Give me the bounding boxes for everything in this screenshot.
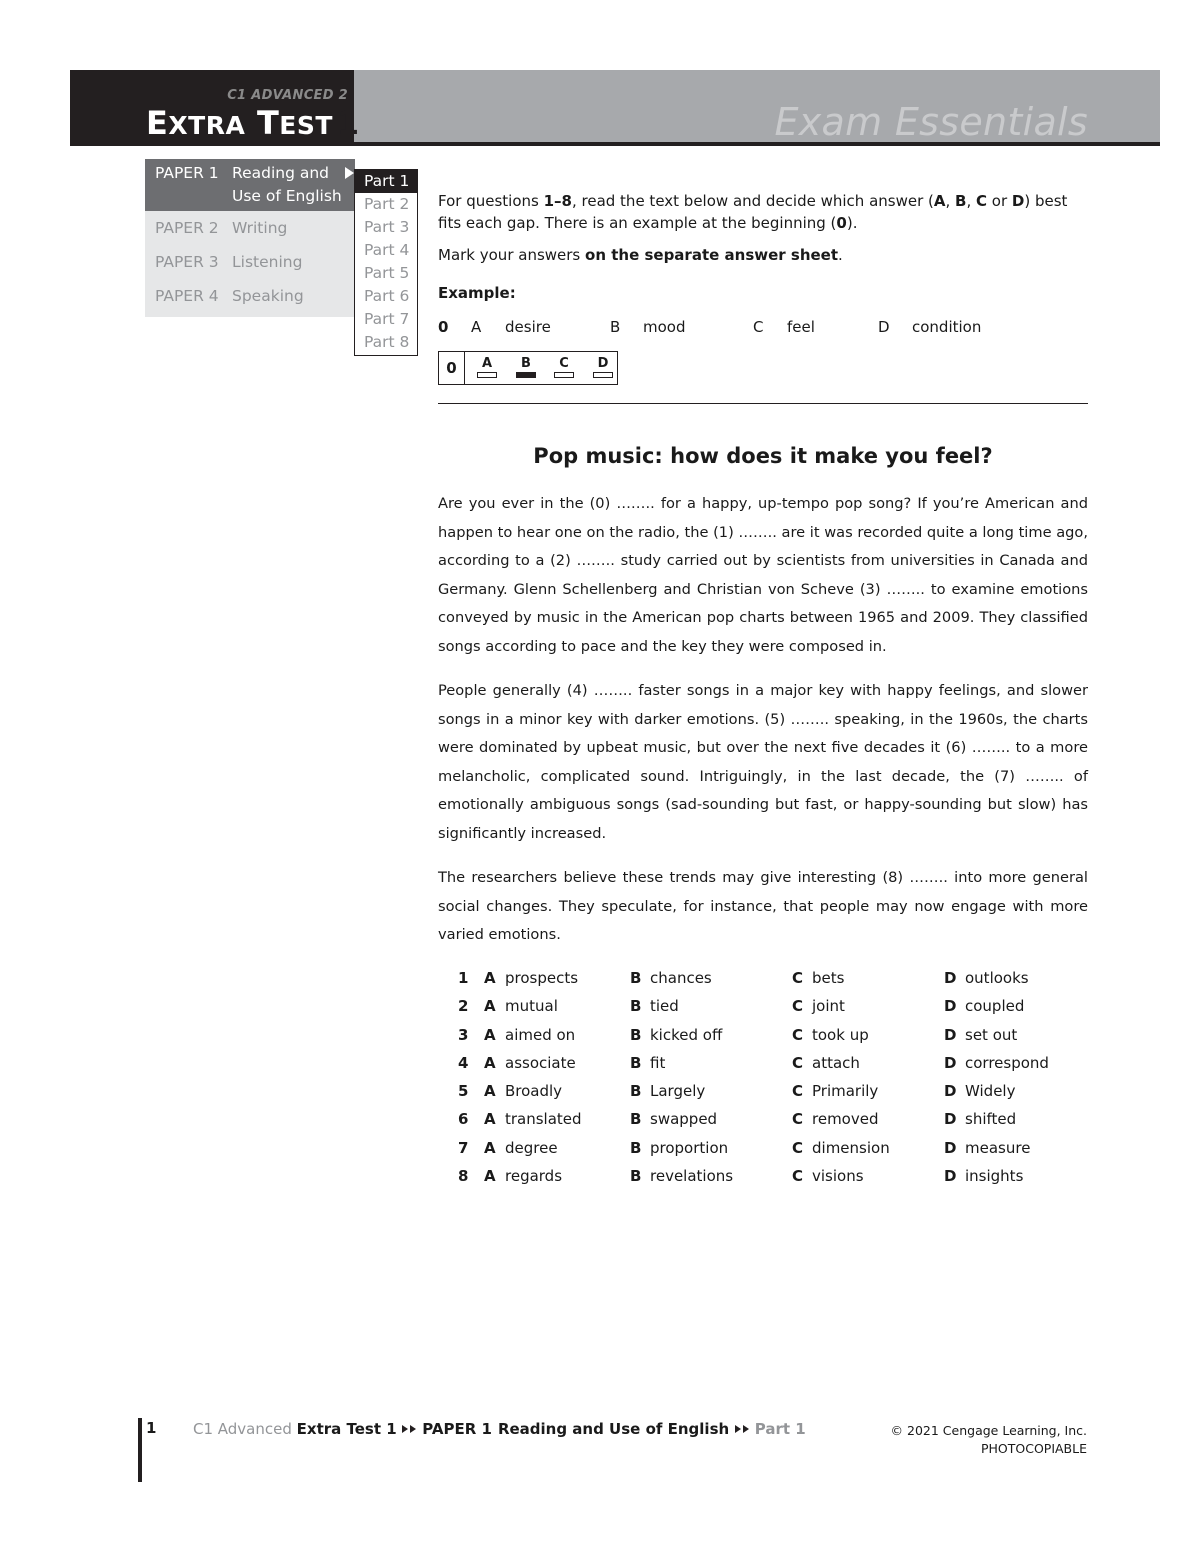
answer-bubble: [477, 372, 497, 378]
part-item-7[interactable]: Part 7: [364, 310, 410, 328]
question-number: 2: [458, 997, 469, 1016]
option-d: Widely: [965, 1082, 1016, 1101]
option-a: prospects: [505, 969, 579, 987]
triangle-right-icon: [410, 1425, 416, 1433]
part-item-6[interactable]: Part 6: [364, 287, 410, 305]
question-row: [438, 1077, 1088, 1105]
option-a: regards: [505, 1167, 563, 1186]
instructions: For questions 1–8, read the text below and decide which answer (A, B, C or D) best fits each gap. There is an example at the beginning (0).: [438, 192, 1068, 232]
option-d: outlooks: [965, 969, 1029, 987]
answer-sheet-number: 0: [439, 352, 465, 384]
breadcrumb-test: Extra Test 1: [296, 1420, 397, 1438]
option-letter-b: B: [630, 969, 642, 987]
part-item-2[interactable]: Part 2: [364, 195, 410, 213]
option-c: took up: [812, 1025, 869, 1044]
option-c: dimension: [812, 1138, 890, 1157]
option-letter-a: A: [484, 1082, 496, 1101]
option-letter-b: B: [630, 1110, 642, 1129]
question-row: [438, 1105, 1088, 1133]
option-c: Primarily: [812, 1082, 879, 1101]
triangle-right-icon: [402, 1425, 408, 1433]
title-initial-t: T: [256, 104, 280, 142]
copyright-line: © 2021 Cengage Learning, Inc.: [890, 1423, 1087, 1438]
option-letter-d: D: [944, 1053, 957, 1072]
menu-paper-label: PAPER 4: [155, 287, 219, 305]
option-a: associate: [505, 1053, 576, 1072]
answer-option-a: A: [476, 356, 498, 378]
breadcrumb: [193, 1420, 806, 1438]
option-letter-a: A: [484, 1053, 496, 1072]
example-letter-a: A: [471, 318, 482, 336]
example-number: 0: [438, 318, 449, 336]
option-c: bets: [812, 969, 845, 987]
menu-paper-label: PAPER 3: [155, 253, 219, 271]
menu-paper-name: Reading and Use of English: [232, 164, 342, 205]
answer-bubble-selected: [516, 372, 536, 378]
title-number: 1: [336, 104, 360, 142]
option-letter-c: C: [792, 1053, 804, 1072]
option-letter-b: B: [630, 1082, 642, 1101]
option-c: removed: [812, 1110, 879, 1129]
menu-paper-label: PAPER 2: [155, 219, 219, 237]
parts-menu: [354, 169, 418, 356]
option-c: joint: [812, 997, 845, 1016]
option-letter-c: C: [792, 1025, 804, 1044]
option-letter-d: D: [944, 1138, 957, 1157]
answer-option-d: D: [592, 356, 614, 378]
option-letter-a: A: [484, 1138, 496, 1157]
option-letter-b: B: [630, 997, 642, 1016]
option-b: kicked off: [650, 1025, 723, 1044]
option-letter-a: A: [484, 969, 496, 987]
part-item-1[interactable]: Part 1: [355, 170, 417, 193]
paper-menu: [145, 159, 355, 317]
option-c: visions: [812, 1167, 864, 1186]
example-row: [438, 316, 1088, 338]
menu-paper-name: Writing: [232, 219, 288, 237]
example-label: Example:: [438, 284, 516, 302]
option-a: degree: [505, 1138, 558, 1157]
main-content: [438, 190, 1088, 950]
question-number: 7: [458, 1138, 469, 1157]
option-letter-b: B: [630, 1053, 642, 1072]
option-b: tied: [650, 997, 679, 1016]
option-d: set out: [965, 1025, 1018, 1044]
title-word-extra: XTRA: [168, 111, 246, 140]
part-item-4[interactable]: Part 4: [364, 241, 410, 259]
breadcrumb-part: Part 1: [754, 1420, 806, 1438]
answer-option-c: C: [553, 356, 575, 378]
option-letter-d: D: [944, 1082, 957, 1101]
option-letter-a: A: [484, 997, 496, 1016]
article-paragraph-3: The researchers believe these trends may give interesting (8) …….. into more general social changes. They speculate, for instance, that people may now engage with more varied emotions.: [438, 869, 1088, 943]
example-word-b: mood: [643, 318, 686, 336]
option-d: insights: [965, 1167, 1024, 1186]
breadcrumb-series: C1 Advanced: [193, 1420, 292, 1438]
copyright: [891, 1422, 1087, 1458]
menu-item-paper-1[interactable]: [145, 159, 355, 211]
article-title: Pop music: how does it make you feel?: [533, 444, 993, 468]
option-letter-a: A: [484, 1167, 496, 1186]
option-letter-b: B: [630, 1025, 642, 1044]
answer-bubble: [593, 372, 613, 378]
option-letter-b: B: [630, 1138, 642, 1157]
menu-item-paper-3[interactable]: [145, 251, 355, 281]
option-letter-c: C: [792, 1138, 804, 1157]
brand-label: Exam Essentials: [774, 100, 1088, 144]
option-a: mutual: [505, 997, 558, 1016]
question-number: 5: [458, 1082, 469, 1101]
article-paragraph-1: Are you ever in the (0) …….. for a happy, up-tempo pop song? If you’re American and happen to hear one on the radio, the (1) …….. are it was recorded quite a long time ago, according to a (2) …….. study carried out by scientists from universities in Canada and Germany. Glenn Schellenberg and Christian von Scheve (3) …….. to examine emotions conveyed by music in the American pop charts between 1965 and 2009. They classified songs according to pace and the key they were composed in.: [438, 495, 1088, 655]
option-b: proportion: [650, 1138, 729, 1157]
example-answer-sheet: [438, 351, 618, 385]
option-b: swapped: [650, 1110, 718, 1129]
part-item-3[interactable]: Part 3: [364, 218, 410, 236]
option-b: fit: [650, 1053, 666, 1072]
question-row: [438, 1021, 1088, 1049]
option-d: measure: [965, 1138, 1031, 1157]
title-word-test: EST: [279, 111, 333, 140]
option-letter-a: A: [484, 1110, 496, 1129]
example-word-a: desire: [505, 318, 551, 336]
arrow-right-icon: [345, 167, 354, 179]
option-letter-d: D: [944, 969, 957, 987]
triangle-right-icon: [743, 1425, 749, 1433]
question-row: [438, 1049, 1088, 1077]
option-a: translated: [505, 1110, 582, 1129]
option-letter-d: D: [944, 997, 957, 1016]
breadcrumb-paper: PAPER 1: [422, 1420, 492, 1438]
question-number: 6: [458, 1110, 469, 1129]
menu-paper-name: Speaking: [232, 287, 304, 305]
photocopiable-line: PHOTOCOPIABLE: [980, 1441, 1087, 1456]
menu-item-paper-2[interactable]: [145, 217, 355, 247]
answer-option-b: B: [515, 356, 537, 378]
menu-paper-name: Listening: [232, 253, 303, 271]
example-word-c: feel: [787, 318, 815, 336]
option-letter-c: C: [792, 1082, 804, 1101]
page-number: 1: [146, 1419, 157, 1437]
example-letter-c: C: [753, 318, 764, 336]
option-d: correspond: [965, 1053, 1049, 1072]
answer-options-table: [438, 964, 1088, 1190]
menu-item-paper-4[interactable]: [145, 285, 355, 315]
option-d: shifted: [965, 1110, 1017, 1129]
option-d: coupled: [965, 997, 1025, 1016]
part-item-5[interactable]: Part 5: [364, 264, 410, 282]
option-a: Broadly: [505, 1082, 563, 1101]
option-letter-d: D: [944, 1110, 957, 1129]
triangle-right-icon: [735, 1425, 741, 1433]
breadcrumb-paper-name: Reading and Use of English: [497, 1420, 730, 1438]
question-number: 8: [458, 1167, 469, 1186]
option-b: Largely: [650, 1082, 706, 1101]
option-letter-d: D: [944, 1167, 957, 1186]
page-title: [146, 104, 360, 142]
question-row: [438, 964, 1088, 992]
example-word-d: condition: [912, 318, 982, 336]
question-number: 4: [458, 1053, 469, 1072]
option-letter-c: C: [792, 969, 804, 987]
title-initial-e: E: [146, 104, 169, 142]
example-letter-d: D: [878, 318, 890, 336]
series-label: C1 ADVANCED 2: [227, 88, 348, 103]
answer-bubble: [554, 372, 574, 378]
answer-sheet-instruction: Mark your answers on the separate answer sheet.: [438, 246, 843, 264]
option-letter-c: C: [792, 997, 804, 1016]
option-letter-b: B: [630, 1167, 642, 1186]
question-row: [438, 992, 1088, 1020]
option-b: chances: [650, 969, 712, 987]
section-divider: [438, 403, 1088, 404]
article-paragraph-2: People generally (4) …….. faster songs in a major key with happy feelings, and slower songs in a minor key with darker emotions. (5) …….. speaking, in the 1960s, the charts were dominated by upbeat music, but over the next five decades it (6) …….. to a more melancholic, complicated sound. Intriguingly, in the last decade, the (7) …….. of emotionally ambiguous songs (sad-sounding but fast, or happy-sounding but slow) has significantly increased.: [438, 682, 1088, 842]
question-number: 3: [458, 1025, 469, 1044]
question-row: [438, 1162, 1088, 1190]
question-row: [438, 1134, 1088, 1162]
option-a: aimed on: [505, 1025, 576, 1044]
option-b: revelations: [650, 1167, 734, 1186]
option-letter-c: C: [792, 1167, 804, 1186]
option-letter-c: C: [792, 1110, 804, 1129]
option-letter-d: D: [944, 1025, 957, 1044]
example-letter-b: B: [610, 318, 621, 336]
menu-paper-label: PAPER 1: [155, 164, 219, 182]
footer-bar: [138, 1418, 142, 1482]
question-number: 1: [458, 969, 469, 987]
option-letter-a: A: [484, 1025, 496, 1044]
option-c: attach: [812, 1053, 860, 1072]
part-item-8[interactable]: Part 8: [364, 333, 410, 351]
